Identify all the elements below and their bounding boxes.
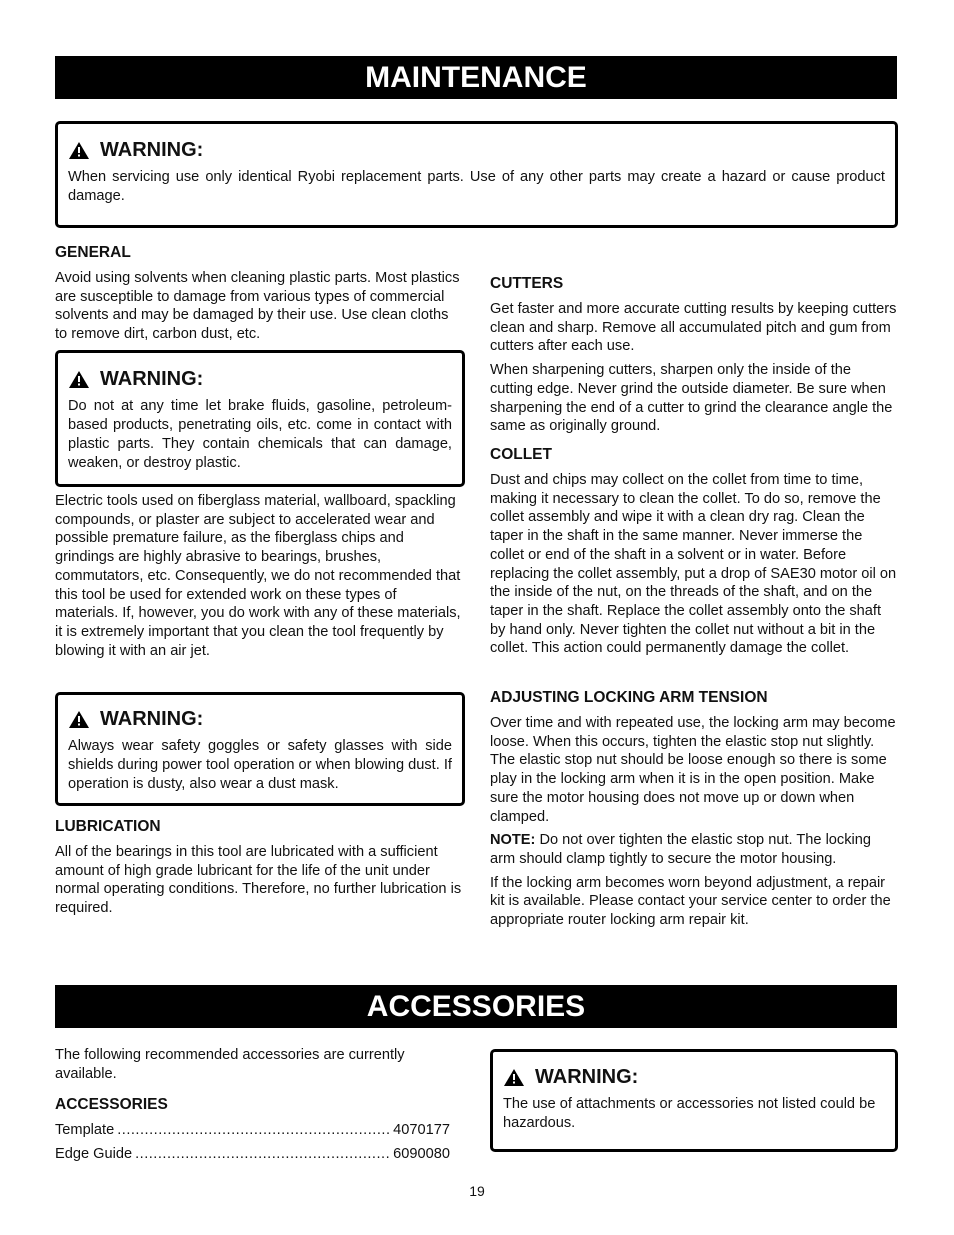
accessory-part-number: 4070177	[393, 1122, 450, 1139]
warning-label: WARNING:	[535, 1066, 639, 1088]
locking-arm-paragraph-1: Over time and with repeated use, the locking arm may become loose. When this occurs, tighten the elastic stop nut slightly. The elastic stop nut should be loose enough so there is some play in the locking arm when it is in the open position. Make sure the motor housing does not move up or down when clamped.	[490, 715, 896, 825]
collet-heading: COLLET	[490, 446, 552, 463]
top-warning-box	[55, 121, 898, 228]
leader-dots	[135, 1145, 390, 1164]
accessories-banner	[55, 985, 897, 1028]
lubrication-section	[55, 818, 463, 923]
warning-text: Do not at any time let brake fluids, gasoline, petroleum-based products, penetrating oils, etc. come in contact with plastic parts. They contain chemicals that can damage, weaken, or destroy plastic.	[68, 398, 452, 471]
general-section	[55, 244, 463, 349]
general-paragraph-1: Avoid using solvents when cleaning plastic parts. Most plastics are susceptible to damage from various types of commercial solvents and may be damaged by their use. Use clean cloths to remove dirt, carbon dust, etc.	[55, 270, 460, 343]
maintenance-banner	[55, 56, 897, 99]
leader-dots	[117, 1121, 390, 1140]
warning-text: When servicing use only identical Ryobi replacement parts. Use of any other parts may create a hazard or cause product damage.	[68, 169, 885, 204]
warning-triangle-icon	[503, 1068, 525, 1087]
warning-heading	[68, 139, 885, 162]
general-heading: GENERAL	[55, 244, 131, 261]
locking-arm-section	[490, 689, 898, 935]
general-warning-box	[55, 350, 465, 487]
general-paragraph-2: Electric tools used on fiberglass material, wallboard, spackling compounds, or plaster are subject to accelerated wear and possible premature failure, as the fiberglass chips and grindings are highly abrasive to bearings, brushes, commutators, etc. Consequently, we do not recommended that this tool be used for extended work on these types of materials. If, however, you do work with any of these materials, it is extremely important that you clean the tool frequently by blowing it with an air jet.	[55, 493, 461, 659]
warning-label: WARNING:	[100, 139, 204, 161]
accessory-row	[55, 1121, 450, 1140]
accessories-intro-section	[55, 1046, 450, 1169]
accessories-title: ACCESSORIES	[366, 990, 586, 1023]
accessory-part-number: 6090080	[393, 1146, 450, 1163]
warning-text: Always wear safety goggles or safety glasses with side shields during power tool operation or when blowing dust. If operation is dusty, also wear a dust mask.	[68, 738, 452, 792]
collet-paragraph: Dust and chips may collect on the collet from time to time, making it necessary to clean the collet. To do so, remove the collet assembly and wipe it with a clean dry rag. Clean the taper in the shaft in the same manner. Never immerse the collet or end of the shaft in a solvent or in water. Before replacing the collet assembly, put a drop of SAE30 motor oil on the inside of the nut, on the threads of the shaft, and on the taper in the shaft. Replace the collet assembly onto the shaft by hand only. Never tighten the collet nut without a bit in the collet. This action could permanently damage the collet.	[490, 472, 897, 657]
locking-arm-paragraph-3: If the locking arm becomes worn beyond adjustment, a repair kit is available. Please contact your service center to order the appropriate router locking arm repair kit.	[490, 874, 891, 929]
warning-heading	[503, 1066, 885, 1089]
goggles-warning-box	[55, 692, 465, 806]
maintenance-title: MAINTENANCE	[365, 61, 587, 94]
warning-heading	[68, 708, 452, 731]
note-text: Do not over tighten the elastic stop nut. The locking arm should clamp tightly to secure the motor housing.	[490, 832, 871, 867]
page-number: 19	[469, 1183, 485, 1199]
warning-label: WARNING:	[100, 368, 204, 390]
cutters-paragraph-1: Get faster and more accurate cutting results by keeping cutters clean and sharp. Remove all accumulated pitch and gum from cutters after each use.	[490, 301, 897, 355]
accessories-list-heading: ACCESSORIES	[55, 1096, 168, 1114]
lubrication-paragraph: All of the bearings in this tool are lubricated with a sufficient amount of high grade lubricant for the life of the unit under normal operating conditions. Therefore, no further lubrication is required.	[55, 844, 462, 917]
cutters-heading: CUTTERS	[490, 275, 564, 292]
accessory-name: Edge Guide	[55, 1146, 133, 1163]
accessories-intro: The following recommended accessories are currently available.	[55, 1047, 405, 1082]
locking-arm-heading: ADJUSTING LOCKING ARM TENSION	[490, 689, 768, 706]
warning-triangle-icon	[68, 370, 90, 389]
warning-triangle-icon	[68, 141, 90, 160]
lubrication-heading: LUBRICATION	[55, 818, 161, 835]
cutters-paragraph-2: When sharpening cutters, sharpen only the inside of the cutting edge. Never grind the outside diameter. Be sure when sharpening the end of a cutter to grind the clearance angle the same as originally ground.	[490, 362, 893, 435]
warning-text: The use of attachments or accessories not listed could be hazardous.	[503, 1096, 876, 1131]
accessories-warning-box	[490, 1049, 898, 1152]
accessory-name: Template	[55, 1122, 115, 1139]
warning-triangle-icon	[68, 710, 90, 729]
locking-arm-note	[490, 831, 898, 868]
warning-label: WARNING:	[100, 708, 204, 730]
note-label: NOTE:	[490, 832, 536, 849]
accessory-row	[55, 1145, 450, 1164]
fiberglass-section	[55, 492, 463, 665]
cutters-section	[490, 275, 898, 441]
warning-heading	[68, 368, 452, 391]
collet-section	[490, 446, 898, 663]
